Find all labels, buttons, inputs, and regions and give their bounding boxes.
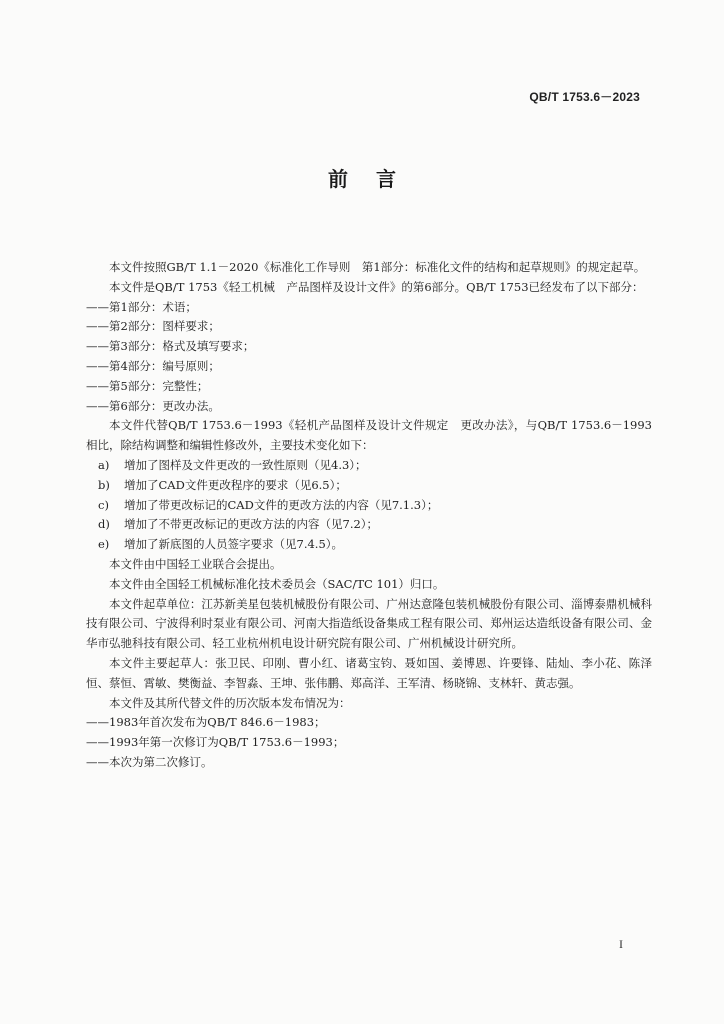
changes-list [86, 456, 652, 555]
paragraph-replacement: 本文件代替QB/T 1753.6－1993《轻机产品图样及设计文件规定 更改办法》，与QB/T 1753.6－1993相比，除结构调整和编辑性修改外，主要技术变化如下： [86, 418, 652, 453]
paragraph-history-intro: 本文件及其所代替文件的历次版本发布情况为： [109, 695, 351, 710]
list-marker: a) [98, 457, 110, 472]
list-item: ——第3部分：格式及填写要求； [86, 339, 255, 354]
list-text: 增加了新底图的人员签字要求（见7.4.5）。 [124, 537, 344, 552]
paragraph-drafting-rules: 本文件按照GB/T 1.1－2020《标准化工作导则 第1部分：标准化文件的结构和起草规则》的规定起草。 [109, 260, 646, 274]
list-item [86, 535, 652, 555]
list-item: ——1983年首次发布为QB/T 846.6－1983； [86, 715, 326, 730]
page-number: I [619, 937, 623, 951]
list-item: ——第1部分：术语； [86, 299, 197, 314]
list-marker: b) [98, 477, 110, 492]
list-marker: d) [98, 517, 110, 532]
list-marker: e) [98, 537, 110, 552]
parts-list [86, 298, 652, 417]
foreword-body [86, 258, 652, 773]
list-item: ——本次为第二次修订。 [86, 754, 213, 769]
list-text: 增加了图样及文件更改的一致性原则（见4.3）； [124, 457, 367, 472]
paragraph-committee: 本文件由全国轻工机械标准化技术委员会（SAC/TC 101）归口。 [109, 576, 445, 591]
page-title: 前言 [328, 167, 424, 191]
list-item [86, 456, 652, 476]
standard-code: QB/T 1753.6－2023 [529, 90, 640, 104]
list-item: ——第5部分：完整性； [86, 378, 209, 393]
paragraph-parts-intro: 本文件是QB/T 1753《轻工机械 产品图样及设计文件》的第6部分。QB/T 1753已经发布了以下部分： [109, 279, 644, 294]
paragraph-drafting-units: 本文件起草单位：江苏新美星包装机械股份有限公司、广州达意隆包装机械股份有限公司、淄博泰鼎机械科技有限公司、宁波得利时泵业有限公司、河南大指造纸设备集成工程有限公司、郑州运达造纸设备有限公司、金华市弘驰科技有限公司、轻工业杭州机电设计研究院有限公司、广州机械设计研究所。 [86, 596, 652, 651]
list-item: ——第2部分：图样要求； [86, 319, 220, 334]
list-item [86, 496, 652, 516]
list-item [86, 476, 652, 496]
list-item: ——第6部分：更改办法。 [86, 398, 220, 413]
list-marker: c) [98, 497, 109, 512]
paragraph-drafters: 本文件主要起草人：张卫民、印刚、曹小红、诸葛宝钧、聂如国、姜博恩、许要锋、陆灿、李小花、陈泽恒、蔡恒、霄敏、樊衡益、李智淼、王坤、张伟鹏、郑高洋、王军清、杨晓锦、支林轩、黄志强。 [86, 655, 652, 690]
list-text: 增加了CAD文件更改程序的要求（见6.5）； [124, 477, 347, 492]
list-item: ——第4部分：编号原则； [86, 358, 220, 373]
list-text: 增加了不带更改标记的更改方法的内容（见7.2）； [124, 517, 379, 532]
list-text: 增加了带更改标记的CAD文件的更改方法的内容（见7.1.3）； [124, 497, 439, 512]
list-item: ——1993年第一次修订为QB/T 1753.6－1993； [86, 735, 345, 750]
paragraph-proposer: 本文件由中国轻工业联合会提出。 [109, 556, 282, 571]
history-list [86, 713, 652, 772]
list-item [86, 515, 652, 535]
